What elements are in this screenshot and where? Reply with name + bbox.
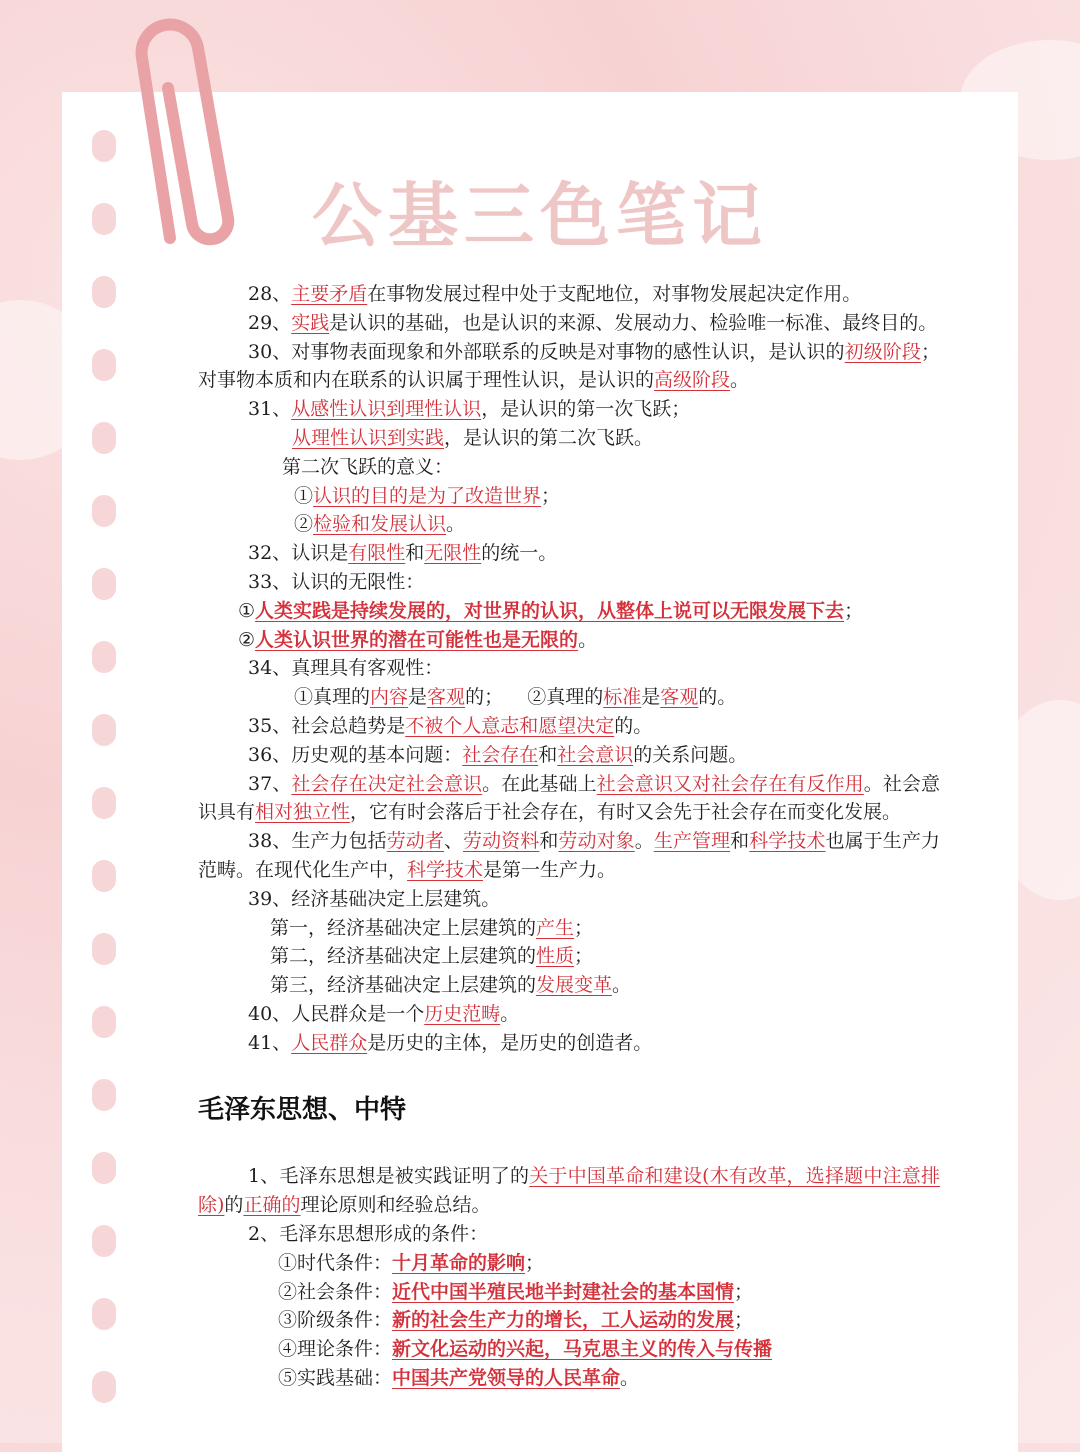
note-item-31-line3: 第二次飞跃的意义： xyxy=(282,455,454,478)
note-item-29: 29、实践是认识的基础，也是认识的来源、发展动力、检验唯一标准、最终目的。 xyxy=(248,311,938,334)
note-item-28: 28、主要矛盾在事物发展过程中处于支配地位，对事物发展起决定作用。 xyxy=(248,283,862,305)
mao-item-2-condition-1: ①时代条件：十月革命的影响； xyxy=(278,1251,545,1274)
note-item-33: 33、认识的无限性： xyxy=(248,570,425,593)
note-item-41: 41、人民群众是历史的主体，是历史的创造者。 xyxy=(248,1031,653,1054)
note-item-31-point2: ②检验和发展认识。 xyxy=(294,513,466,536)
page-title: 公基三色笔记 xyxy=(312,175,768,257)
note-item-39: 39、经济基础决定上层建筑。 xyxy=(248,887,501,910)
note-item-37: 37、社会存在决定社会意识。在此基础上社会意识又对社会存在有反作用。社会意识具有相对独立性，它有时会落后于社会存在，有时又会先于社会存在而变化发展。 xyxy=(198,772,940,824)
note-item-40: 40、人民群众是一个历史范畴。 xyxy=(248,1002,520,1025)
mao-item-2: 2、毛泽东思想形成的条件： xyxy=(248,1222,489,1245)
binder-holes xyxy=(92,130,118,1444)
note-item-33-point1: ①人类实践是持续发展的，对世界的认识，从整体上说可以无限发展下去； xyxy=(238,599,864,622)
note-item-33-point2: ②人类认识世界的潜在可能性也是无限的。 xyxy=(238,628,598,651)
note-item-35: 35、社会总趋势是不被个人意志和愿望决定的。 xyxy=(248,714,653,737)
note-item-34: 34、真理具有客观性： xyxy=(248,657,444,680)
note-item-34-points: ①真理的内容是客观的； ②真理的标准是客观的。 xyxy=(294,686,737,709)
note-item-32: 32、认识是有限性和无限性的统一。 xyxy=(248,542,558,565)
note-item-30: 30、对事物表面现象和外部联系的反映是对事物的感性认识，是认识的初级阶段； 对事物本质和内在联系的认识属于理性认识，是认识的高级阶段。 xyxy=(198,340,940,392)
note-item-31: 31、从感性认识到理性认识，是认识的第一次飞跃； xyxy=(248,398,691,421)
mao-item-2-condition-5: ⑤实践基础：中国共产党领导的人民革命。 xyxy=(278,1366,640,1389)
mao-item-2-condition-4: ④理论条件：新文化运动的兴起，马克思主义的传入与传播 xyxy=(278,1338,773,1361)
section-heading: 毛泽东思想、中特 xyxy=(198,1094,407,1125)
notes-content xyxy=(198,280,940,1393)
note-item-31-point1: ①认识的目的是为了改造世界； xyxy=(294,484,561,507)
note-item-38: 38、生产力包括劳动者、劳动资料和劳动对象。生产管理和科学技术也属于生产力范畴。在现代化生产中，科学技术是第一生产力。 xyxy=(198,830,940,881)
note-item-36: 36、历史观的基本问题：社会存在和社会意识的关系问题。 xyxy=(248,743,748,766)
note-item-39-third: 第三，经济基础决定上层建筑的发展变革。 xyxy=(270,974,632,997)
note-item-39-first: 第一，经济基础决定上层建筑的产生； xyxy=(270,916,594,939)
mao-item-2-condition-3: ③阶级条件：新的社会生产力的增长，工人运动的发展； xyxy=(278,1309,754,1332)
mao-item-2-condition-2: ②社会条件：近代中国半殖民地半封建社会的基本国情； xyxy=(278,1280,754,1303)
mao-item-1: 1、毛泽东思想是被实践证明了的关于中国革命和建设(木有改革，选择题中注意排除)的正确的理论原则和经验总结。 xyxy=(198,1165,940,1217)
note-item-31-line2: 从理性认识到实践，是认识的第二次飞跃。 xyxy=(292,426,654,449)
note-item-39-second: 第二，经济基础决定上层建筑的性质； xyxy=(270,945,594,968)
